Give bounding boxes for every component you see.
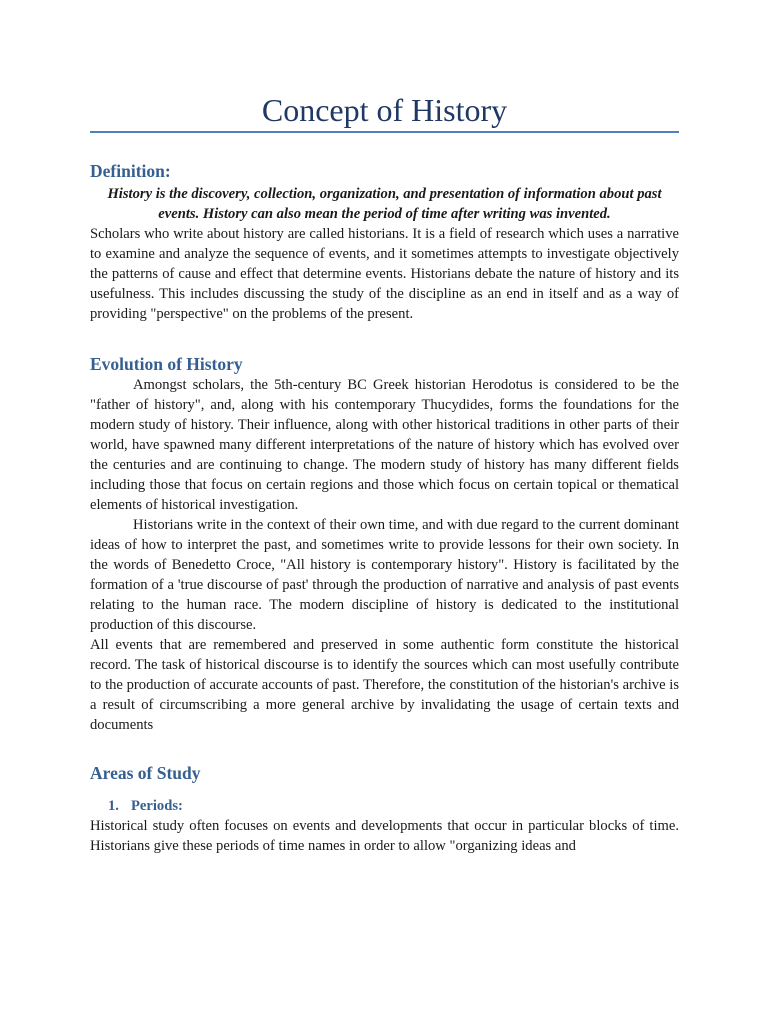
periods-paragraph: Historical study often focuses on events and developments that occur in particular blocks of time. Historians give these periods of time names in order to allow "organizing ideas and bbox=[90, 818, 679, 854]
periods-number: 1. bbox=[108, 798, 119, 814]
historical-record-paragraph: All events that are remembered and preserved in some authentic form constitute the historical record. The task of historical discourse is to identify the sources which can most usefully contribute to the production of accurate accounts of past. Therefore, the constitution of the historian's archive is a result of circumscribing a more general archive by invalidating the usage of certain texts and documents bbox=[90, 637, 679, 733]
definition-heading: Definition: bbox=[90, 161, 171, 181]
periods-label: Periods: bbox=[131, 798, 183, 814]
evolution-heading: Evolution of History bbox=[90, 354, 243, 374]
herodotus-paragraph: Amongst scholars, the 5th-century BC Greek historian Herodotus is considered to be the "father of history", and, along with his contemporary Thucydides, forms the foundations for the modern study of history. Their influence, along with other historical traditions in other parts of their world, have spawned many different interpretations of the nature of history which has evolved over the centuries and are continuing to change. The modern study of history has many different fields including those that focus on certain regions and those which focus on certain topical or thematical elements of historical investigation. bbox=[90, 377, 679, 513]
periods-subheading bbox=[90, 796, 679, 816]
historians-paragraph: Historians write in the context of their own time, and with due regard to the current dominant ideas of how to interpret the past, and sometimes write to provide lessons for their own society. In the words of Benedetto Croce, "All history is contemporary history". History is facilitated by the formation of a 'true discourse of past' through the production of narrative and analysis of past events relating to the human race. The modern discipline of history is dedicated to the institutional production of this discourse. bbox=[90, 517, 679, 633]
title-underline bbox=[90, 131, 679, 133]
definition-statement: History is the discovery, collection, organization, and presentation of information about past events. History can also mean the period of time after writing was invented. bbox=[107, 186, 662, 222]
areas-heading: Areas of Study bbox=[90, 763, 201, 783]
scholars-paragraph: Scholars who write about history are called historians. It is a field of research which uses a narrative to examine and analyze the sequence of events, and it sometimes attempts to investigate objectively the patterns of cause and effect that determine events. Historians debate the nature of history and its usefulness. This includes discussing the study of the discipline as an end in itself and as a way of providing "perspective" on the problems of the present. bbox=[90, 226, 679, 322]
page-title: Concept of History bbox=[261, 92, 508, 128]
